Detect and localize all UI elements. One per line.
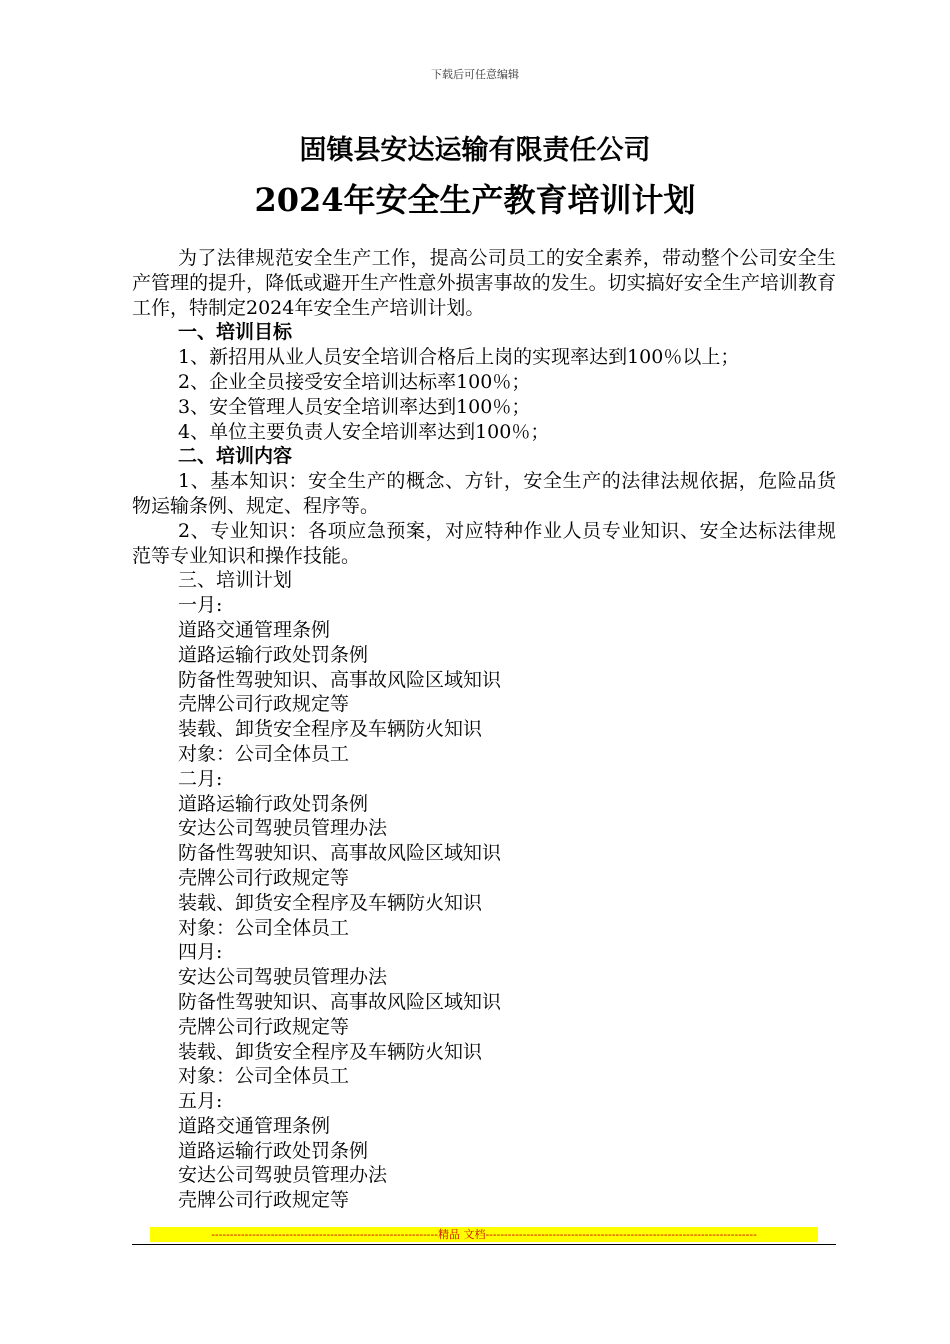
plan-item: 安达公司驾驶员管理办法	[178, 1164, 388, 1187]
section-heading-content: 二、培训内容	[178, 445, 293, 468]
plan-audience: 对象：公司全体员工	[178, 916, 350, 939]
goal-item: 2、企业全员接受安全培训达标率100％；	[178, 370, 531, 393]
section-heading-goals: 一、培训目标	[178, 321, 293, 344]
plan-item: 壳牌公司行政规定等	[178, 866, 350, 889]
plan-item: 防备性驾驶知识、高事故风险区域知识	[178, 842, 502, 865]
content-item: 1、基本知识：安全生产的概念、方针，安全生产的法律法规依据，危险品货物运输条例、规定、程序等。	[132, 470, 836, 517]
plan-item: 道路交通管理条例	[178, 1114, 331, 1137]
goal-item: 1、新招用从业人员安全培训合格后上岗的实现率达到100％以上；	[178, 346, 740, 369]
company-title: 固镇县安达运输有限责任公司	[299, 135, 651, 166]
month-label: 二月:	[178, 767, 223, 790]
month-label: 一月:	[178, 594, 223, 617]
goal-item: 4、单位主要负责人安全培训率达到100％；	[178, 420, 550, 443]
plan-title: 2024年安全生产教育培训计划	[254, 181, 696, 219]
plan-item: 道路运输行政处罚条例	[178, 643, 369, 666]
plan-item: 防备性驾驶知识、高事故风险区域知识	[178, 990, 502, 1013]
footer-divider	[132, 1244, 836, 1245]
plan-item: 道路运输行政处罚条例	[178, 1139, 369, 1162]
plan-item: 安达公司驾驶员管理办法	[178, 817, 388, 840]
month-label: 五月:	[178, 1090, 223, 1113]
goal-item: 3、安全管理人员安全培训率达到100％；	[178, 395, 531, 418]
plan-item: 壳牌公司行政规定等	[178, 1189, 350, 1212]
plan-item: 装载、卸货安全程序及车辆防火知识	[178, 891, 483, 914]
content-item: 2、专业知识：各项应急预案，对应特种作业人员专业知识、安全达标法律规范等专业知识和操作技能。	[132, 519, 836, 567]
plan-item: 装载、卸货安全程序及车辆防火知识	[178, 718, 483, 741]
plan-item: 道路交通管理条例	[178, 618, 331, 641]
plan-item: 壳牌公司行政规定等	[178, 1015, 350, 1038]
plan-item: 道路运输行政处罚条例	[178, 792, 369, 815]
plan-audience: 对象：公司全体员工	[178, 1065, 350, 1088]
page-header-note: 下载后可任意编辑	[431, 68, 519, 81]
footer-banner	[150, 1227, 818, 1242]
intro-paragraph: 为了法律规范安全生产工作，提高公司员工的安全素养，带动整个公司安全生产管理的提升，降低或避开生产性意外损害事故的发生。切实搞好安全生产培训教育工作，特制定2024年安全生产培训计划。	[132, 247, 836, 319]
footer-dashes-right: -------------------------------------------------------------------------	[485, 1228, 757, 1241]
month-label: 四月:	[178, 941, 223, 964]
plan-item: 安达公司驾驶员管理办法	[178, 966, 388, 989]
plan-item: 装载、卸货安全程序及车辆防火知识	[178, 1040, 483, 1063]
section-heading-plan: 三、培训计划	[178, 569, 293, 592]
footer-dashes-left: -------------------------------------------------------------	[211, 1228, 438, 1241]
plan-audience: 对象：公司全体员工	[178, 742, 350, 765]
plan-item: 防备性驾驶知识、高事故风险区域知识	[178, 668, 502, 691]
document-body	[132, 246, 836, 1213]
footer-label: 精品 文档	[437, 1228, 486, 1241]
plan-item: 壳牌公司行政规定等	[178, 693, 350, 716]
